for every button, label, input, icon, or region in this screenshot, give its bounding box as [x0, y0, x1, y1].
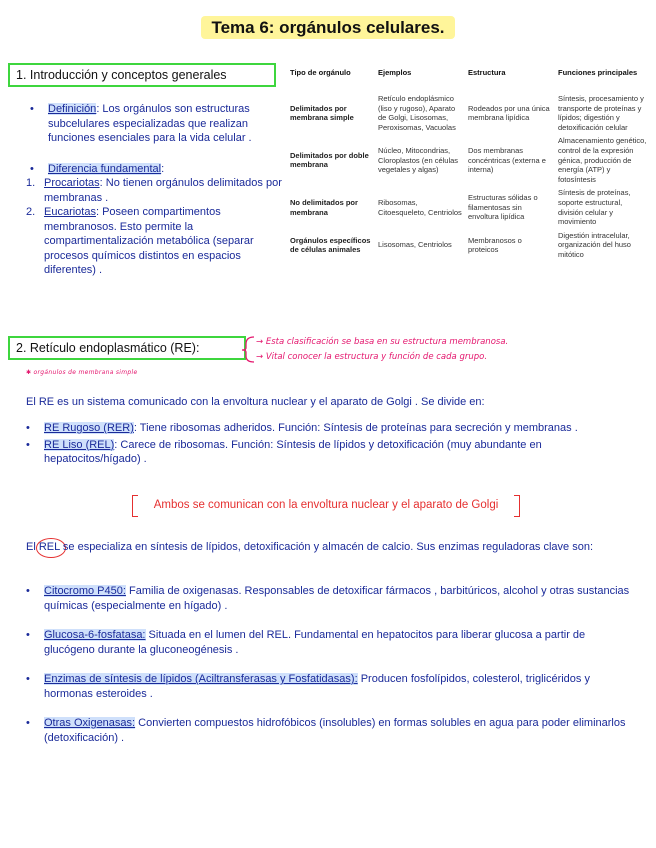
rel-text: : Carece de ribosomas. Función: Síntesis de lípidos y detoxificación (muy abundante en hepatocitos/hígado) . — [44, 438, 542, 465]
column-header: Ejemplos — [378, 68, 412, 77]
difference-term: Diferencia fundamental — [48, 162, 162, 175]
section1-heading: 1. Introducción y conceptos generales — [8, 63, 276, 87]
table-row — [290, 186, 652, 228]
section2-heading: 2. Retículo endoplasmático (RE): — [8, 336, 246, 360]
table-cell: Almacenamiento genético, control de la expresión génica, producción de energía (ATP) y fotosíntesis — [558, 136, 647, 184]
difference-text: : — [161, 162, 165, 175]
column-header: Estructura — [468, 68, 506, 77]
re-intro: El RE es un sistema comunicado con la envoltura nuclear y el aparato de Golgi . Se divide en: — [26, 396, 485, 408]
red-note-text: Ambos se comunican con la envoltura nuclear y el aparato de Golgi — [153, 499, 499, 511]
right-bracket — [514, 495, 520, 517]
bullet-icon: • — [30, 103, 34, 115]
bullet-icon: • — [26, 585, 30, 597]
table-cell: Ribosomas, Citoesqueleto, Centriolos — [378, 197, 462, 217]
bullet-icon: • — [26, 673, 30, 685]
table-cell: Estructuras sólidas o filamentosas sin envoltura lipídica — [468, 193, 538, 222]
note-arrow-icon: → — [256, 337, 266, 347]
left-bracket — [132, 495, 138, 517]
organelle-table — [290, 66, 652, 262]
eukaryote-term: Eucariotas — [44, 206, 96, 218]
bullet-icon: • — [26, 422, 30, 434]
red-bracket-note — [132, 495, 520, 515]
rer-text: : Tiene ribosomas adheridos. Función: Síntesis de proteínas para secreción y membranas . — [133, 422, 578, 434]
definition-term: Definición — [48, 103, 97, 115]
enzyme-term: Otras Oxigenasas: — [44, 717, 136, 729]
table-cell: Orgánulos específicos de células animales — [290, 235, 371, 255]
enzyme-term: Enzimas de síntesis de lípidos (Aciltransferasas y Fosfatidasas): — [44, 673, 358, 685]
table-cell: Digestión intracelular, organización del huso mitótico — [558, 230, 631, 259]
note-arrow-icon: → — [256, 352, 266, 362]
rel-item — [26, 438, 632, 467]
bullet-icon: • — [30, 162, 34, 175]
bullet-icon: • — [26, 438, 30, 451]
rel-term: RE Liso (REL) — [44, 438, 115, 451]
table-row — [290, 92, 652, 134]
eukaryote-text: : Poseen compartimentos membranosos. Esto permite la compartimentalización metabólica (separar procesos químicos distintos en espacios diferentes) . — [44, 206, 254, 276]
prokaryote-item — [26, 176, 284, 205]
table-cell: No delimitados por membrana — [290, 197, 358, 217]
prokaryote-term: Procariotas — [44, 177, 100, 189]
handwritten-note-2: → Vital conocer la estructura y función de cada grupo. — [256, 352, 488, 362]
item-number: 1. — [26, 177, 36, 189]
bullet-icon: • — [26, 717, 30, 729]
table-cell: Síntesis, procesamiento y transporte de proteínas y lípidos; digestión y detoxificación celular — [558, 94, 644, 132]
section1-body — [26, 102, 284, 278]
list-item — [26, 628, 632, 657]
handwritten-note-3: ✱ orgánulos de membrana simple — [26, 369, 138, 376]
enzyme-text: Convierten compuestos hidrofóbicos (insolubles) en formas solubles en agua para poder eliminarlos (detoxificación) . — [44, 717, 626, 744]
rer-term: RE Rugoso (RER) — [44, 422, 134, 434]
page-title-text: Tema 6: orgánulos celulares. — [201, 16, 454, 39]
rel-intro: El REL se especializa en síntesis de lípidos, detoxificación y almacén de calcio. Sus enzimas reguladoras clave son: — [26, 541, 594, 553]
column-header: Tipo de orgánulo — [290, 68, 351, 77]
table-cell: Rodeados por una única membrana lipídica — [468, 103, 550, 123]
bullet-icon: • — [26, 629, 30, 641]
table-row — [290, 229, 652, 262]
eukaryote-item — [26, 205, 284, 278]
asterisk-icon: ✱ — [26, 369, 34, 376]
handwritten-note-1: → Esta clasificación se basa en su estructura membranosa. — [256, 337, 509, 347]
item-number: 2. — [26, 206, 36, 218]
rer-item — [26, 421, 632, 436]
rel-circled-word: REL — [38, 541, 60, 553]
re-types — [26, 421, 632, 467]
table-cell: Síntesis de proteínas, soporte estructural, división celular y movimiento — [558, 188, 631, 227]
list-item — [26, 584, 632, 613]
list-item — [26, 672, 632, 701]
list-item — [26, 716, 632, 745]
table-cell: Dos membranas concéntricas (externa e interna) — [468, 145, 546, 175]
enzyme-term: Glucosa-6-fosfatasa: — [44, 629, 146, 641]
prokaryote-text: : No tienen orgánulos delimitados por membranas . — [44, 177, 282, 204]
enzyme-term: Citocromo P450: — [44, 585, 126, 597]
table-cell: Delimitados por membrana simple — [290, 103, 354, 123]
table-cell: Núcleo, Mitocondrias, Cloroplastos (en células vegetales y algas) — [378, 145, 459, 175]
bracket-icon — [238, 334, 258, 364]
table-row — [290, 134, 652, 186]
table-cell: Delimitados por doble membrana — [290, 150, 369, 170]
enzyme-text: Producen fosfolípidos, colesterol, triglicéridos y hormonas esteroides . — [44, 673, 590, 700]
table-cell: Lisosomas, Centriolos — [378, 240, 452, 250]
enzyme-text: Familia de oxigenasas. Responsables de detoxificar fármacos , barbitúricos, alcohol y otras sustancias químicas (especialmente en hígado) . — [44, 585, 630, 612]
enzyme-text: Situada en el lumen del REL. Fundamental en hepatocitos para liberar glucosa a partir de glucógeno durante la gluconeogénesis . — [44, 629, 586, 656]
definition-text: : Los orgánulos son estructuras subcelulares especializadas que realizan funciones esenciales para la vida celular . — [48, 103, 252, 144]
table-header-row — [290, 66, 652, 92]
definition-item — [30, 102, 284, 146]
table-cell: Retículo endoplásmico (liso y rugoso), Aparato de Golgi, Lisosomas, Peroxisomas, Vacuolas — [378, 94, 456, 132]
table-cell: Membranosos o proteicos — [468, 235, 522, 255]
difference-item — [30, 162, 284, 177]
enzyme-list — [26, 584, 632, 745]
page-title — [0, 18, 656, 38]
organelle-table-wrap — [290, 66, 652, 262]
column-header: Funciones principales — [558, 68, 638, 77]
